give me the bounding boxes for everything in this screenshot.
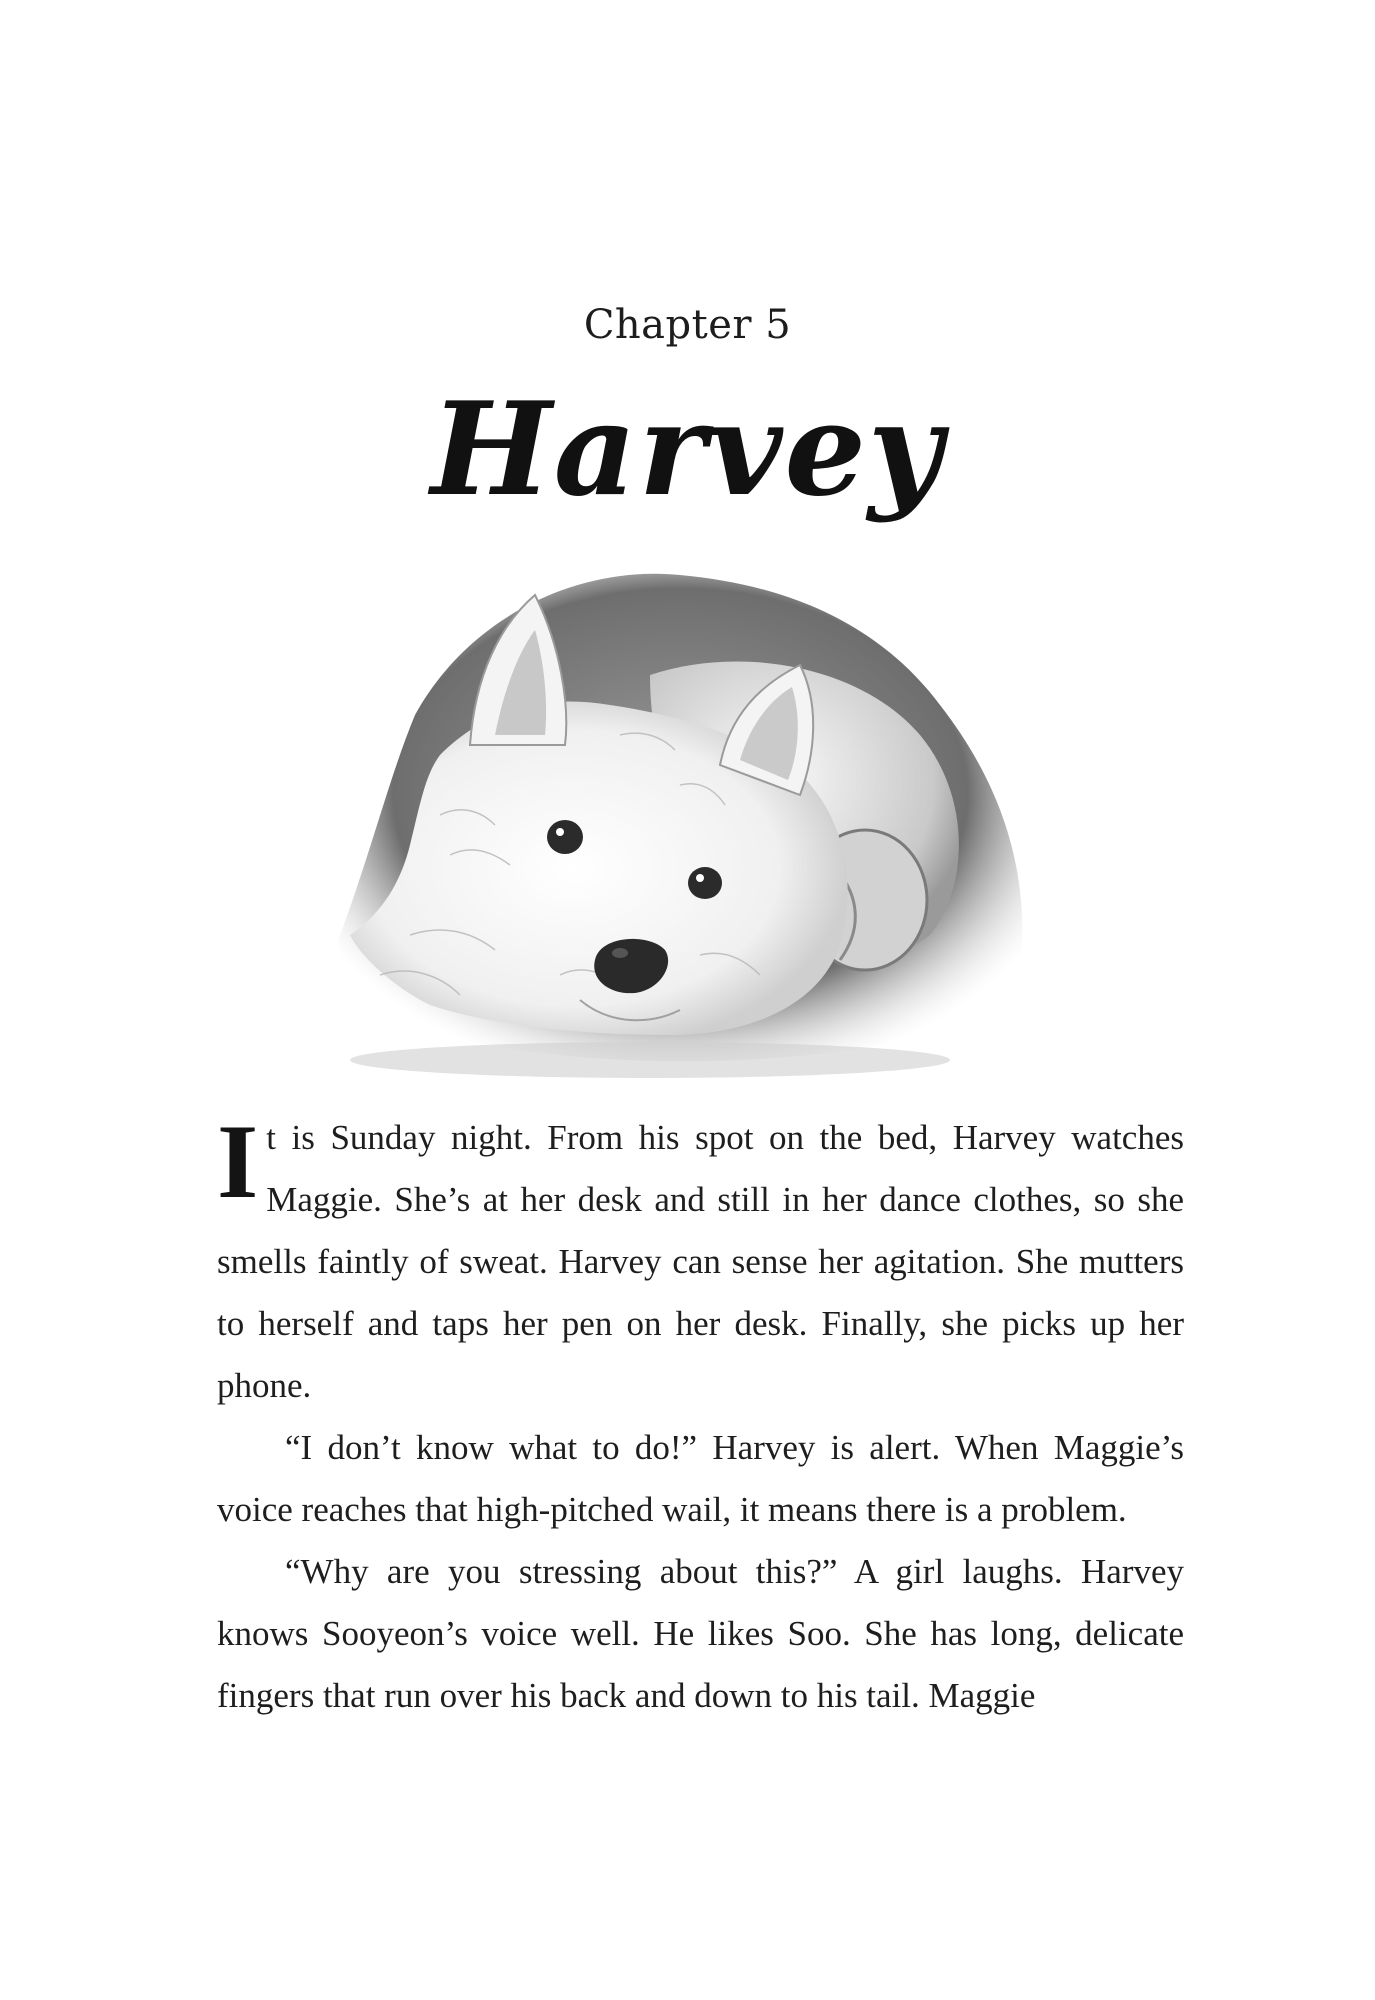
chapter-title: Harvey bbox=[430, 375, 945, 525]
drop-cap: I bbox=[217, 1103, 259, 1220]
pencil-drawing-dog-icon bbox=[320, 555, 1060, 1085]
chapter-body bbox=[217, 1103, 1184, 1727]
paragraph-1-text: t is Sunday night. From his spot on the bed, Harvey watches Maggie. She’s at her desk and still in her dance clothes, so she smells faintly of sweat. Harvey can sense her agitation. She mutters to herself and taps her pen on her desk. Finally, she picks up her phone. bbox=[217, 1118, 1184, 1405]
paragraph-3: “Why are you stressing about this?” A girl laughs. Harvey knows Sooyeon’s voice well. He likes Soo. She has long, delicate fingers that run over his back and down to his tail. Maggie bbox=[217, 1552, 1184, 1715]
paragraph-1 bbox=[217, 1103, 1184, 1417]
chapter-number: Chapter 5 bbox=[583, 302, 792, 348]
paragraph-2: “I don’t know what to do!” Harvey is alert. When Maggie’s voice reaches that high-pitched wail, it means there is a problem. bbox=[217, 1428, 1184, 1529]
